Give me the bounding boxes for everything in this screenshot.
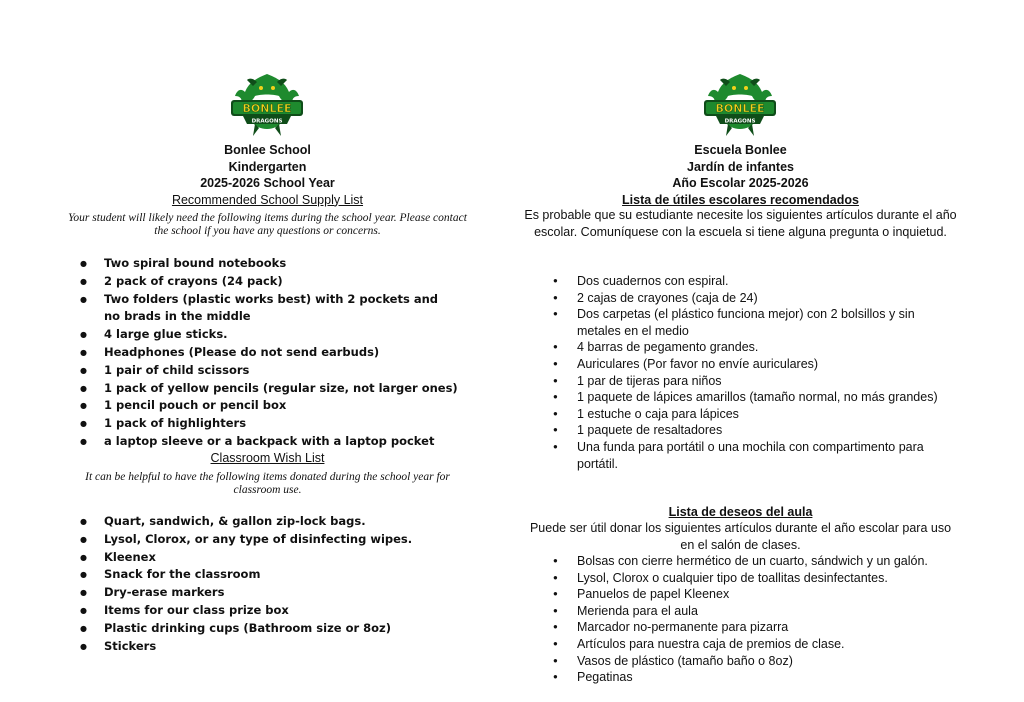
supply-intro: Es probable que su estudiante necesite los siguientes artículos durante el año escolar. Comuníquese con la escuela si tiene alguna pregunta o inquietud.	[524, 208, 957, 239]
list-item: ● Una funda para portátil o una mochila con compartimento para portátil.	[553, 439, 958, 472]
logo-text: BONLEE	[715, 102, 765, 115]
list-item: ● Dos cuadernos con espiral.	[553, 273, 958, 290]
list-item: ● 1 paquete de resaltadores	[553, 422, 958, 439]
school-year: Año Escolar 2025-2026	[672, 176, 809, 190]
list-item: ● Quart, sandwich, & gallon zip-lock bags.	[80, 513, 480, 531]
wish-list	[553, 553, 963, 686]
grade-level: Kindergarten	[228, 159, 307, 174]
bonlee-dragons-logo	[227, 70, 307, 142]
list-item: ● 1 pack of yellow pencils (regular size, not larger ones)	[80, 380, 480, 398]
school-name: Escuela Bonlee	[694, 143, 787, 157]
list-item: ● Two spiral bound notebooks	[80, 255, 480, 273]
wish-list-title: Classroom Wish List	[210, 451, 325, 465]
list-item: ● Lysol, Clorox, or any type of disinfecting wipes.	[80, 531, 480, 549]
list-item: ● Merienda para el aula	[553, 603, 963, 620]
supply-list	[553, 273, 958, 472]
list-item: ● Dos carpetas (el plástico funciona mejor) con 2 bolsillos y sin metales en el medio	[553, 306, 958, 339]
wish-list-intro: It can be helpful to have the following items donated during the school year for classroom use.	[85, 471, 450, 496]
school-name: Bonlee School	[224, 143, 311, 157]
list-item: ● 1 paquete de lápices amarillos (tamaño normal, no más grandes)	[553, 389, 958, 406]
logo-text: BONLEE	[242, 102, 292, 115]
list-item: ● 1 pencil pouch or pencil box	[80, 397, 480, 415]
english-header	[55, 142, 480, 208]
list-item: ● Lysol, Clorox o cualquier tipo de toallitas desinfectantes.	[553, 570, 963, 587]
supply-list	[80, 255, 480, 451]
list-item: ● Stickers	[80, 638, 480, 656]
supply-intro: Your student will likely need the following items during the school year. Please contact the school if you have any questions or concerns.	[68, 212, 467, 237]
list-item: ● Panuelos de papel Kleenex	[553, 586, 963, 603]
list-item: ● 4 large glue sticks.	[80, 326, 480, 344]
logo-subtext: DRAGONS	[724, 118, 756, 125]
list-item: ● 1 estuche o caja para lápices	[553, 406, 958, 423]
school-year: 2025-2026 School Year	[200, 176, 335, 190]
list-item: ● Dry-erase markers	[80, 584, 480, 602]
list-item: ● 1 par de tijeras para niños	[553, 373, 958, 390]
list-item: ● Artículos para nuestra caja de premios de clase.	[553, 636, 963, 653]
wish-list	[80, 513, 480, 655]
wish-list-intro: Puede ser útil donar los siguientes artículos durante el año escolar para uso en el salón de clases.	[529, 521, 952, 552]
bonlee-dragons-logo	[700, 70, 780, 142]
wish-list-title: Lista de deseos del aula	[668, 505, 813, 519]
list-item: ● Items for our class prize box	[80, 602, 480, 620]
list-item: ● Auriculares (Por favor no envíe auriculares)	[553, 356, 958, 373]
list-item: ● 1 pack of highlighters	[80, 415, 480, 433]
list-item: ● Vasos de plástico (tamaño baño o 8oz)	[553, 653, 963, 670]
list-item: ● Pegatinas	[553, 669, 963, 686]
spanish-header	[518, 142, 963, 208]
list-item: ● 1 pair of child scissors	[80, 362, 480, 380]
list-item: ● Two folders (plastic works best) with 2 pockets and no brads in the middle	[80, 291, 480, 327]
list-item: ● Snack for the classroom	[80, 566, 480, 584]
list-item: ● Kleenex	[80, 549, 480, 567]
list-item: ● Headphones (Please do not send earbuds)	[80, 344, 480, 362]
list-item: ● Plastic drinking cups (Bathroom size or 8oz)	[80, 620, 480, 638]
list-item: ● 2 pack of crayons (24 pack)	[80, 273, 480, 291]
grade-level: Jardín de infantes	[687, 159, 794, 174]
list-item: ● Bolsas con cierre hermético de un cuarto, sándwich y un galón.	[553, 553, 963, 570]
list-item: ● 2 cajas de crayones (caja de 24)	[553, 290, 958, 307]
list-item: ● 4 barras de pegamento grandes.	[553, 339, 958, 356]
logo-subtext: DRAGONS	[251, 118, 283, 125]
list-item: ● Marcador no-permanente para pizarra	[553, 619, 963, 636]
supply-list-title: Recommended School Supply List	[171, 192, 364, 207]
supply-list-title: Lista de útiles escolares recomendados	[622, 192, 859, 207]
list-item: ● a laptop sleeve or a backpack with a laptop pocket	[80, 433, 480, 451]
